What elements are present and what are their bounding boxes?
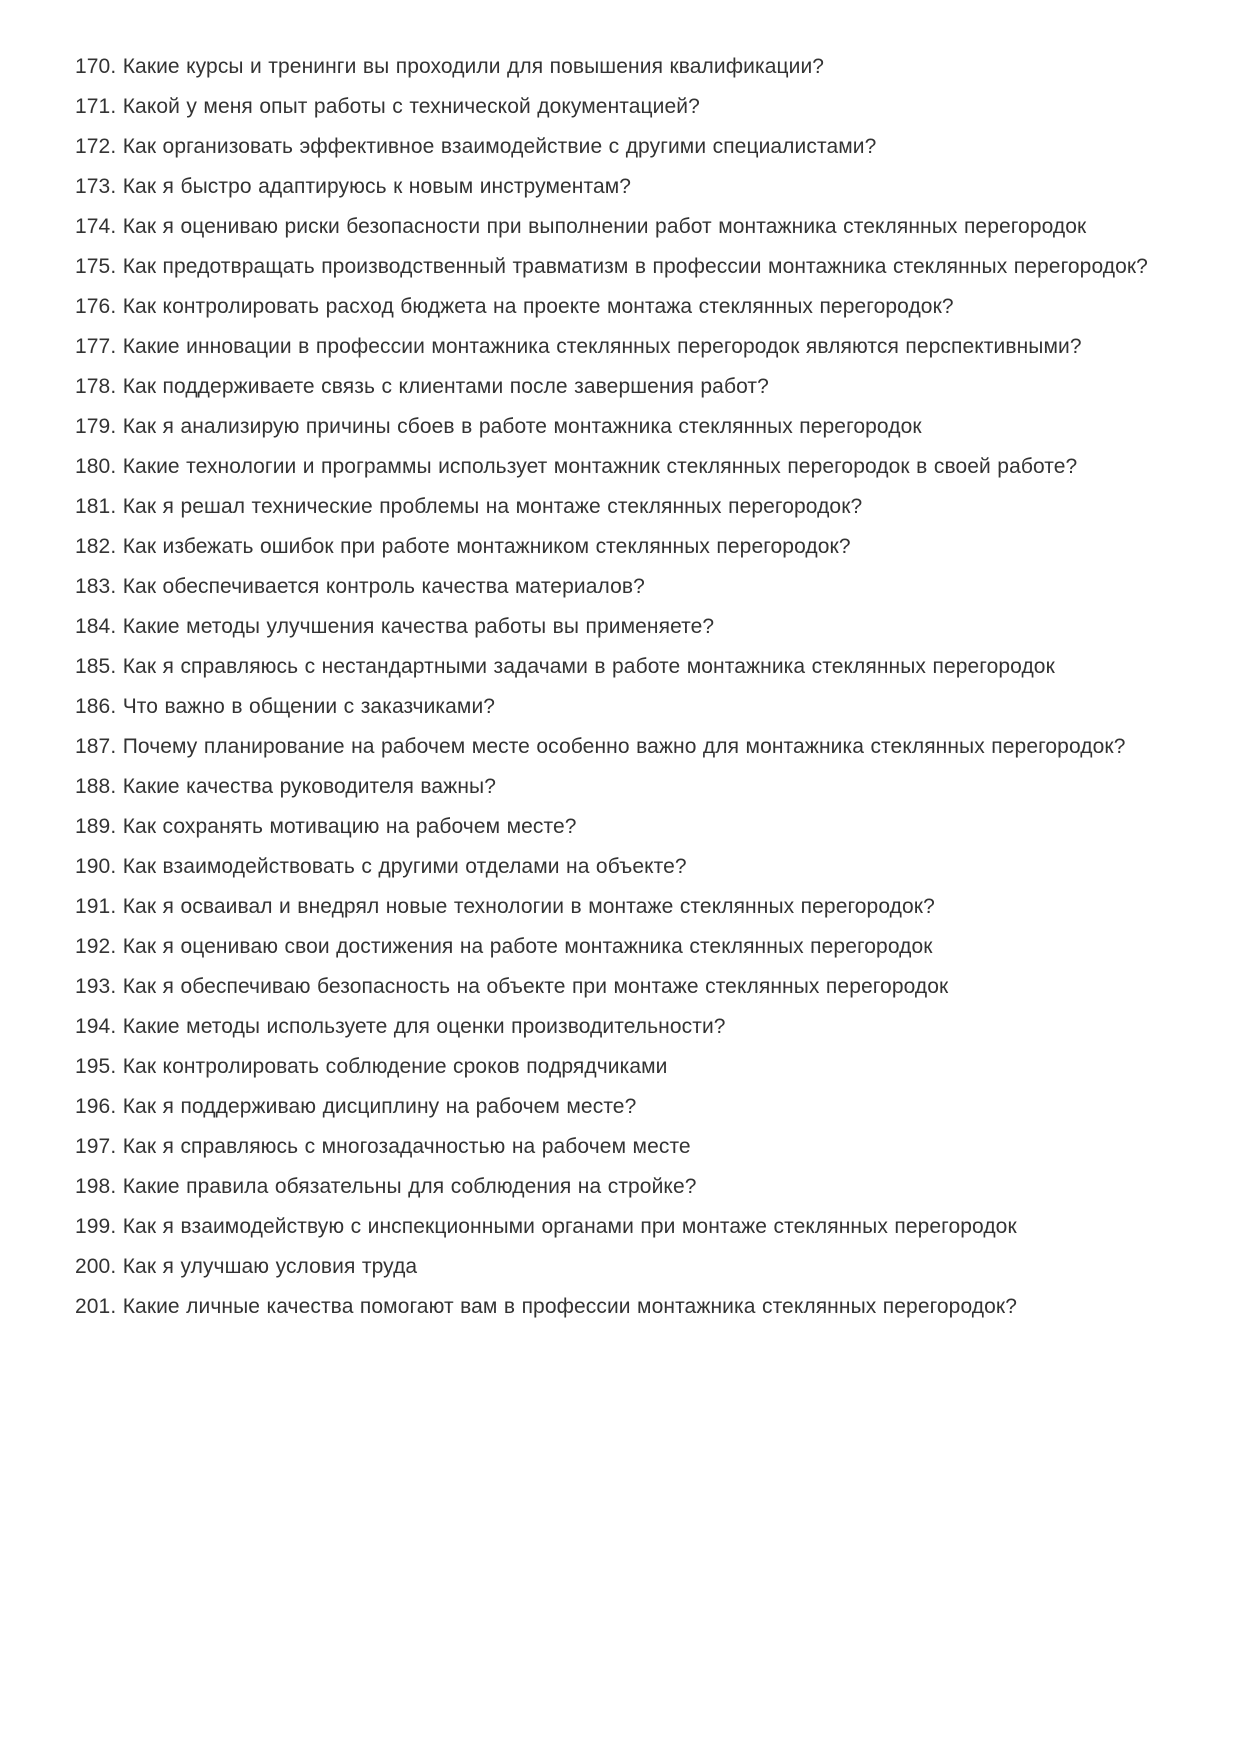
question-item: 189. Как сохранять мотивацию на рабочем месте? xyxy=(75,815,577,838)
question-item: 172. Как организовать эффективное взаимодействие с другими специалистами? xyxy=(75,135,877,158)
question-item: 196. Как я поддерживаю дисциплину на рабочем месте? xyxy=(75,1095,637,1118)
question-item: 191. Как я осваивал и внедрял новые технологии в монтаже стеклянных перегородок? xyxy=(75,895,935,918)
question-item: 183. Как обеспечивается контроль качества материалов? xyxy=(75,575,645,598)
question-item: 193. Как я обеспечиваю безопасность на объекте при монтаже стеклянных перегородок xyxy=(75,975,949,998)
question-item: 190. Как взаимодействовать с другими отделами на объекте? xyxy=(75,855,687,878)
question-item: 174. Как я оцениваю риски безопасности при выполнении работ монтажника стеклянных перегородок xyxy=(75,215,1087,238)
question-item: 195. Как контролировать соблюдение сроков подрядчиками xyxy=(75,1055,668,1078)
question-item: 200. Как я улучшаю условия труда xyxy=(75,1255,418,1278)
question-item: 171. Какой у меня опыт работы с технической документацией? xyxy=(75,95,700,118)
question-item: 198. Какие правила обязательны для соблюдения на стройке? xyxy=(75,1175,697,1198)
question-item: 197. Как я справляюсь с многозадачностью на рабочем месте xyxy=(75,1135,691,1158)
question-item: 182. Как избежать ошибок при работе монтажником стеклянных перегородок? xyxy=(75,535,851,558)
question-item: 177. Какие инновации в профессии монтажника стеклянных перегородок являются перспективными? xyxy=(75,335,1082,358)
question-item: 194. Какие методы используете для оценки производительности? xyxy=(75,1015,726,1038)
question-item: 188. Какие качества руководителя важны? xyxy=(75,775,496,798)
question-item: 180. Какие технологии и программы использует монтажник стеклянных перегородок в своей работе? xyxy=(75,455,1078,478)
question-item: 170. Какие курсы и тренинги вы проходили для повышения квалификации? xyxy=(75,55,825,78)
question-item: 184. Какие методы улучшения качества работы вы применяете? xyxy=(75,615,715,638)
question-item: 179. Как я анализирую причины сбоев в работе монтажника стеклянных перегородок xyxy=(75,415,922,438)
question-item: 185. Как я справляюсь с нестандартными задачами в работе монтажника стеклянных перегородок xyxy=(75,655,1055,678)
question-item: 186. Что важно в общении с заказчиками? xyxy=(75,695,496,718)
question-item: 199. Как я взаимодействую с инспекционными органами при монтаже стеклянных перегородок xyxy=(75,1215,1017,1238)
question-item: 178. Как поддерживаете связь с клиентами после завершения работ? xyxy=(75,375,769,398)
question-item: 181. Как я решал технические проблемы на монтаже стеклянных перегородок? xyxy=(75,495,863,518)
question-item: 187. Почему планирование на рабочем месте особенно важно для монтажника стеклянных перегородок? xyxy=(75,735,1126,758)
question-item: 175. Как предотвращать производственный травматизм в профессии монтажника стеклянных перегородок? xyxy=(75,255,1148,278)
question-item: 173. Как я быстро адаптируюсь к новым инструментам? xyxy=(75,175,632,198)
question-item: 192. Как я оцениваю свои достижения на работе монтажника стеклянных перегородок xyxy=(75,935,933,958)
question-item: 176. Как контролировать расход бюджета на проекте монтажа стеклянных перегородок? xyxy=(75,295,954,318)
question-item: 201. Какие личные качества помогают вам в профессии монтажника стеклянных перегородок? xyxy=(75,1295,1017,1318)
